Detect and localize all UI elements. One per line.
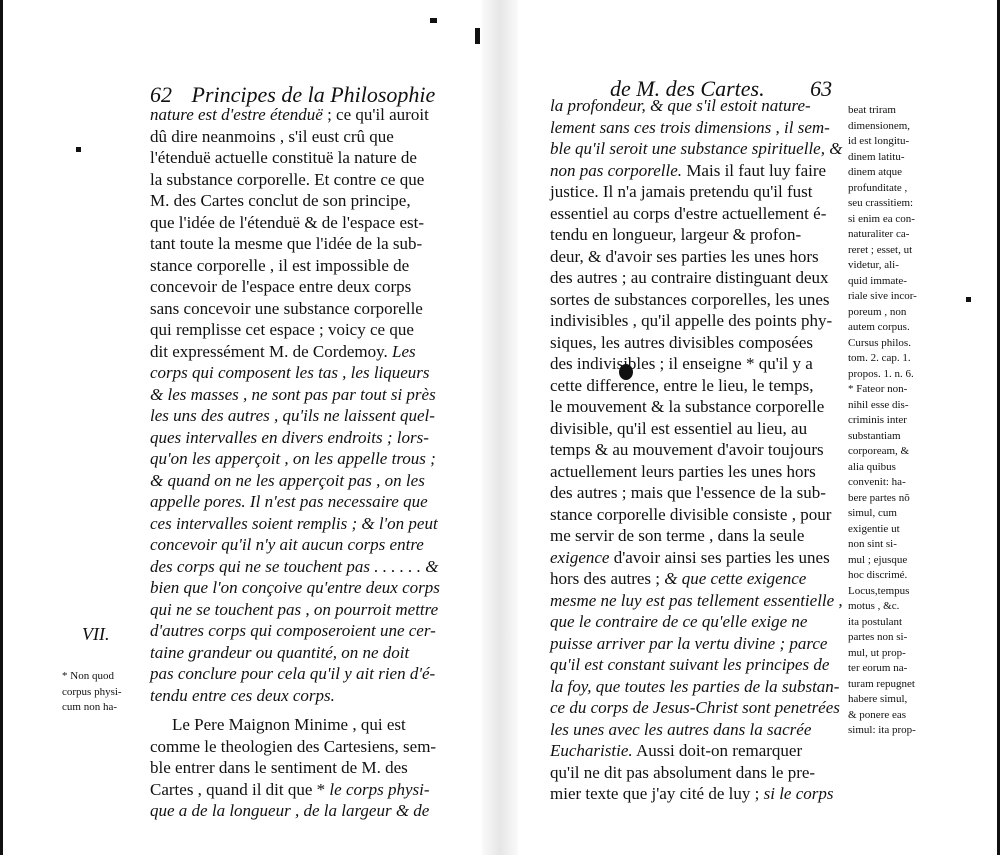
text-line: tant toute la mesme que l'idée de la sub-: [150, 234, 423, 253]
margin-note-line: propos. 1. n. 6.: [848, 367, 914, 380]
margin-note-line: ter eorum na-: [848, 662, 908, 674]
text-line: tendu en longueur, largeur & profon-: [550, 225, 802, 244]
margin-note-line: seu crassitiem:: [848, 197, 914, 209]
text-line: stance corporelle , il est impossible de: [150, 255, 410, 275]
text-line: & quand on ne les apperçoit pas , on les: [150, 470, 425, 490]
right-page: [518, 0, 1000, 855]
margin-note-line: dimensionem,: [848, 119, 911, 132]
margin-note-line: convenit: ha-: [848, 476, 906, 488]
margin-note-line: quid immate-: [848, 274, 907, 287]
text-line: hors des autres ; & que cette exigence: [550, 569, 807, 588]
text-line: d'autres corps qui composeroient une cer-: [150, 621, 436, 640]
margin-note-line: riale sive incor-: [848, 290, 917, 302]
text-line: lement sans ces trois dimensions , il sem-: [550, 117, 830, 137]
page-number: 62: [150, 82, 172, 107]
margin-note-line: bere partes nõ: [848, 491, 910, 504]
text-line: que a de la longueur , de la largeur & de: [150, 801, 430, 820]
book-gutter: [482, 0, 518, 855]
text-line: que le contraire de ce qu'elle exige ne: [550, 612, 808, 631]
text-line: le mouvement & la substance corporelle: [550, 397, 825, 416]
text-line: qu'on les apperçoit , on les appelle trous ;: [150, 449, 436, 468]
text-line: qui ne se touchent pas , on pourroit mettre: [150, 599, 439, 619]
text-line: mesme ne luy est pas tellement essentielle ,: [550, 590, 843, 610]
margin-note-line: autem corpus.: [848, 321, 910, 333]
margin-note-line: reret ; esset, ut: [848, 243, 913, 256]
margin-note-line: & ponere eas: [848, 708, 907, 721]
text-line: dû dire neanmoins , s'il eust crû que: [150, 126, 394, 146]
margin-note-line: dinem latitu-: [848, 150, 905, 163]
margin-note-line: hoc discrimé.: [848, 569, 908, 581]
text-line: cette difference, entre le lieu, le temps,: [550, 375, 814, 395]
text-line: exigence d'avoir ainsi ses parties les unes: [550, 547, 830, 567]
margin-note-line: criminis inter: [848, 414, 907, 426]
text-line: sortes de substances corporelles, les unes: [550, 289, 830, 309]
margin-note-line: alia quibus: [848, 460, 896, 473]
text-line: me servir de son terme , dans la seule: [550, 526, 805, 545]
section-number: VII.: [82, 624, 110, 644]
text-line: Eucharistie. Aussi doit-on remarquer: [550, 741, 803, 760]
text-line: ble qu'il seroit une substance spirituelle, &: [550, 139, 843, 158]
text-line: & les masses , ne sont pas par tout si près: [150, 384, 436, 404]
text-line: les uns des autres , qu'ils ne laissent quel-: [150, 406, 435, 425]
left-margin-note: [62, 669, 122, 716]
text-line: comme le theologien des Cartesiens, sem-: [150, 736, 437, 756]
margin-note-line: * Fateor non-: [848, 383, 908, 395]
margin-note-line: si enim ea con-: [848, 212, 915, 225]
text-line: ble entrer dans le sentiment de M. des: [150, 758, 408, 777]
margin-note-line: turam repugnet: [848, 677, 915, 690]
margin-note-line: tom. 2. cap. 1.: [848, 352, 911, 364]
margin-note-line: cum non ha-: [62, 701, 117, 713]
text-line: taine grandeur ou quantité, on ne doit: [150, 642, 410, 662]
text-line: ces intervalles soient remplis ; & l'on peut: [150, 513, 438, 533]
margin-note-line: non sint si-: [848, 538, 897, 550]
text-line: que l'idée de l'étenduë & de l'espace est-: [150, 212, 424, 232]
text-line: pas conclure pour cela qu'il y ait rien d'é-: [150, 664, 436, 683]
text-line: des corps qui ne se touchent pas . . . . . . &: [150, 556, 439, 576]
margin-note-line: simul: ita prop-: [848, 724, 916, 736]
text-line: des indivisibles ; il enseigne * qu'il y a: [550, 354, 813, 373]
text-line: indivisibles , qu'il appelle des points phy-: [550, 311, 833, 330]
right-margin-note: [848, 103, 917, 739]
text-line: nature est d'estre étenduë ; ce qu'il auroit: [150, 105, 429, 124]
text-line: appelle pores. Il n'est pas necessaire que: [150, 492, 428, 511]
margin-note-line: simul, cum: [848, 507, 897, 519]
margin-note-line: beat triram: [848, 104, 896, 116]
text-line: essentiel au corps d'estre actuellement é-: [550, 203, 827, 223]
text-line: tendu entre ces deux corps.: [150, 685, 335, 705]
text-line: concevoir qu'il n'y ait aucun corps entre: [150, 535, 424, 554]
text-line: sans concevoir une substance corporelle: [150, 298, 423, 318]
text-line: puisse arriver par la vertu divine ; parce: [550, 633, 828, 653]
text-line: siques, les autres divisibles composées: [550, 332, 813, 352]
left-body-text: [150, 104, 440, 822]
margin-note-line: mul, ut prop-: [848, 646, 906, 659]
text-line: qu'il ne dit pas absolument dans le pre-: [550, 762, 816, 782]
margin-note-line: partes non si-: [848, 631, 908, 643]
right-body-text: [550, 95, 843, 805]
running-title: de M. des Cartes.: [610, 76, 765, 101]
text-line: justice. Il n'a jamais pretendu qu'il fust: [550, 182, 813, 201]
text-line: Cartes , quand il dit que * le corps physi-: [150, 779, 430, 799]
text-line: concevoir de l'espace entre deux corps: [150, 277, 412, 296]
margin-note-line: habere simul,: [848, 693, 908, 705]
text-line: non pas corporelle. Mais il faut luy faire: [550, 160, 827, 180]
margin-note-line: dinem atque: [848, 166, 903, 178]
text-line: actuellement leurs parties les unes hors: [550, 461, 816, 481]
margin-note-line: profunditate ,: [848, 181, 908, 194]
margin-note-line: Cursus philos.: [848, 336, 911, 349]
margin-note-line: exigentie ut: [848, 522, 900, 535]
text-line: qu'il est constant suivant les principes de: [550, 655, 830, 674]
text-line: ce du corps de Jesus-Christ sont penetrées: [550, 698, 840, 717]
text-line: mier texte que j'ay cité de luy ; si le corps: [550, 784, 834, 803]
text-line: Le Pere Maignon Minime , qui est: [172, 715, 406, 734]
margin-note-line: corpus physi-: [62, 685, 122, 698]
text-line: temps & au mouvement d'avoir toujours: [550, 440, 824, 459]
margin-note-line: nihil esse dis-: [848, 398, 909, 411]
text-line: la foy, que toutes les parties de la substan-: [550, 676, 840, 696]
margin-note-line: Locus,tempus: [848, 584, 910, 597]
text-line: la profondeur, & que s'il estoit nature-: [550, 96, 811, 115]
text-line: M. des Cartes conclut de son principe,: [150, 191, 411, 210]
text-line: dit expressément M. de Cordemoy. Les: [150, 341, 416, 361]
margin-note-line: mul ; ejusque: [848, 553, 908, 566]
margin-note-line: ita postulant: [848, 615, 903, 628]
left-page: [0, 0, 482, 855]
page-number: 63: [810, 76, 833, 101]
text-line: deur, & d'avoir ses parties les unes hors: [550, 246, 819, 266]
text-line: ques intervalles en divers endroits ; lors-: [150, 427, 429, 447]
text-line: divisible, qu'il est essentiel au lieu, au: [550, 418, 808, 438]
margin-note-line: * Non quod: [62, 670, 114, 682]
margin-note-line: poreum , non: [848, 305, 907, 318]
text-line: stance corporelle divisible consiste , pour: [550, 504, 832, 524]
text-line: corps qui composent les tas , les liqueurs: [150, 363, 430, 382]
margin-note-line: substantiam: [848, 429, 901, 442]
margin-note-line: corpoream, &: [848, 445, 910, 457]
text-line: des autres ; au contraire distinguant deux: [550, 268, 829, 287]
text-line: qui remplisse cet espace ; voicy ce que: [150, 320, 414, 339]
text-line: la substance corporelle. Et contre ce que: [150, 169, 425, 189]
margin-note-line: videtur, ali-: [848, 259, 899, 271]
running-title: Principes de la Philosophie: [191, 82, 436, 107]
margin-note-line: id est longitu-: [848, 135, 910, 147]
text-line: bien que l'on conçoive qu'entre deux corps: [150, 578, 440, 597]
margin-note-line: motus , &c.: [848, 600, 900, 612]
text-line: l'étenduë actuelle constituë la nature de: [150, 148, 417, 167]
margin-note-line: naturaliter ca-: [848, 228, 910, 240]
text-line: les unes avec les autres dans la sacrée: [550, 719, 812, 739]
text-line: des autres ; mais que l'essence de la sub-: [550, 483, 826, 502]
